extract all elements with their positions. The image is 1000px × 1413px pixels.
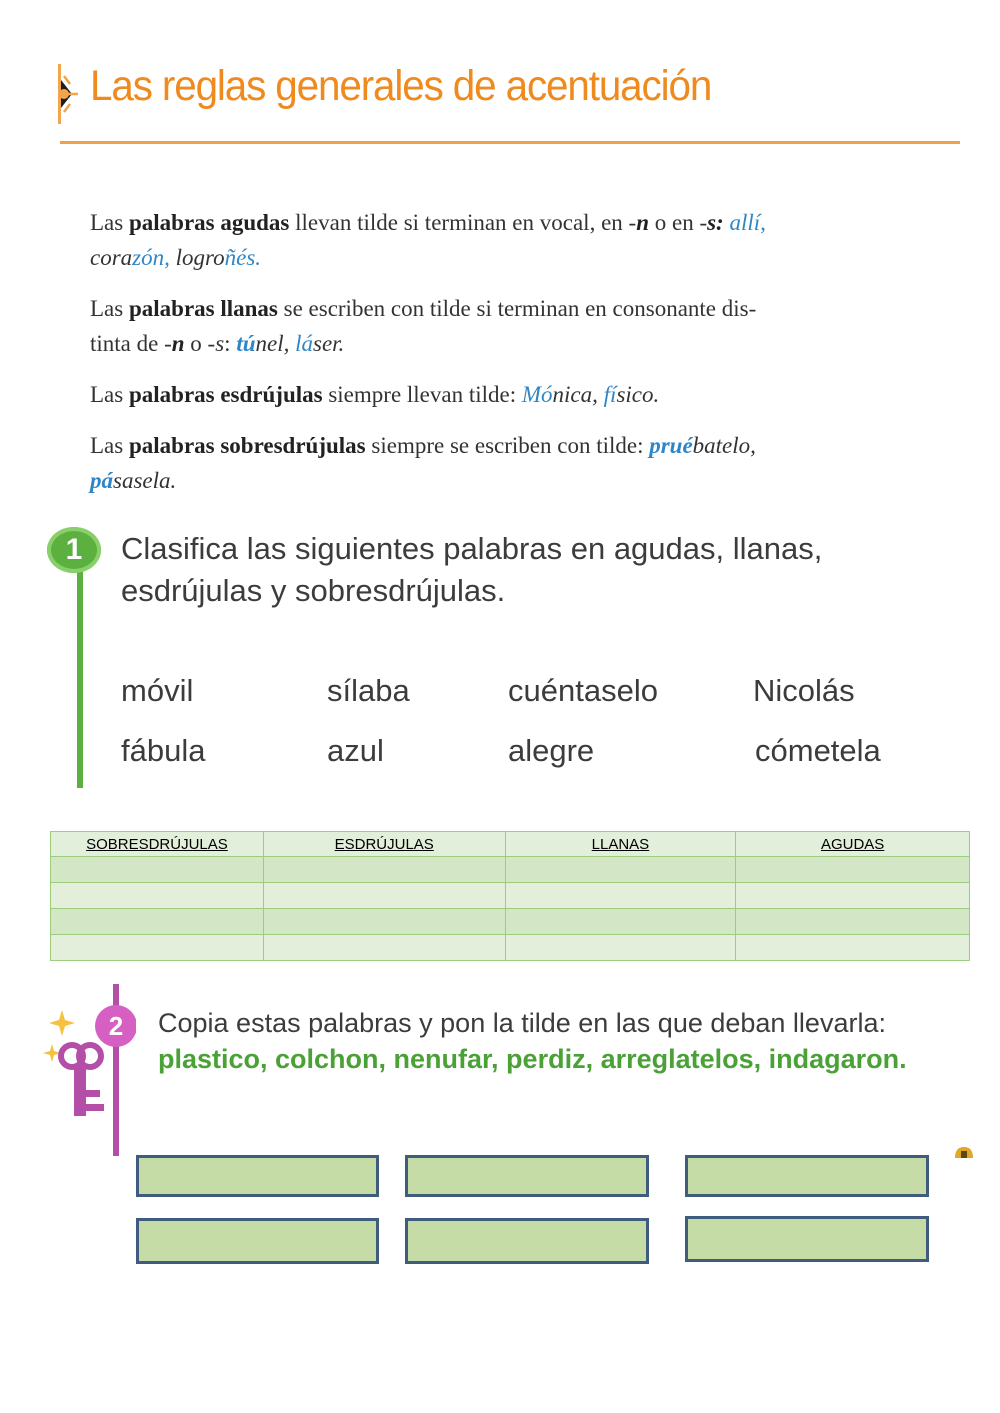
rule-agudas: Las palabras agudas llevan tilde si terminan en vocal, en -n o en -s: allí, corazón, logroñés.	[90, 210, 766, 270]
table-cell[interactable]	[51, 883, 264, 909]
column-header-esdrujulas: ESDRÚJULAS	[263, 832, 505, 857]
classification-table	[50, 831, 970, 961]
table-row	[51, 935, 970, 961]
rule-sobresdrujulas: Las palabras sobresdrújulas siempre se escriben con tilde: pruébatelo, pásasela.	[90, 433, 756, 493]
table-cell[interactable]	[505, 857, 736, 883]
word-item: fábula	[121, 733, 206, 768]
title-sun-icon	[58, 64, 80, 124]
table-cell[interactable]	[736, 883, 970, 909]
answer-box[interactable]	[136, 1155, 379, 1197]
answer-box[interactable]	[685, 1216, 929, 1262]
rule-llanas: Las palabras llanas se escriben con tilde si terminan en consonante dis- tinta de -n o -s: túnel, láser.	[90, 296, 757, 356]
exercise2-instruction: Copia estas palabras y pon la tilde en las que deban llevarla: plastico, colchon, nenufar, perdiz, arreglatelos, indagaron.	[158, 1008, 907, 1074]
table-cell[interactable]	[263, 935, 505, 961]
table-cell[interactable]	[263, 857, 505, 883]
column-header-llanas: LLANAS	[505, 832, 736, 857]
table-cell[interactable]	[51, 935, 264, 961]
page-title: Las reglas generales de acentuación	[90, 62, 712, 110]
exercise2-number-badge: 2	[108, 1011, 124, 1041]
word-item: Nicolás	[753, 673, 855, 708]
table-cell[interactable]	[736, 935, 970, 961]
table-header-row	[51, 832, 970, 857]
answer-box[interactable]	[685, 1155, 929, 1197]
answer-box[interactable]	[405, 1218, 649, 1264]
word-item: alegre	[508, 733, 595, 768]
answer-box[interactable]	[405, 1155, 649, 1197]
table-cell[interactable]	[505, 909, 736, 935]
word-item: azul	[327, 733, 384, 768]
key-icon	[36, 1000, 136, 1122]
rule-esdrujulas: Las palabras esdrújulas siempre llevan tilde: Mónica, físico.	[90, 382, 660, 407]
table-row	[51, 909, 970, 935]
answer-box[interactable]	[136, 1218, 379, 1264]
table-cell[interactable]	[263, 883, 505, 909]
column-header-sobresdrujulas: SOBRESDRÚJULAS	[51, 832, 264, 857]
word-item: sílaba	[327, 673, 410, 708]
table-cell[interactable]	[505, 935, 736, 961]
title-divider	[60, 141, 960, 144]
rules-section	[90, 205, 940, 514]
table-cell[interactable]	[263, 909, 505, 935]
column-header-agudas: AGUDAS	[736, 832, 970, 857]
exercise1-instruction: Clasifica las siguientes palabras en agudas, llanas, esdrújulas y sobresdrújulas.	[121, 531, 823, 608]
exercise1-bar	[77, 548, 83, 788]
lock-icon	[951, 1144, 977, 1158]
table-cell[interactable]	[736, 857, 970, 883]
exercise1-number-badge: 1	[47, 527, 101, 573]
table-row	[51, 883, 970, 909]
table-cell[interactable]	[51, 909, 264, 935]
table-cell[interactable]	[505, 883, 736, 909]
word-item: cuéntaselo	[508, 673, 658, 708]
table-cell[interactable]	[51, 857, 264, 883]
table-row	[51, 857, 970, 883]
exercise2-word-list: plastico, colchon, nenufar, perdiz, arreglatelos, indagaron.	[158, 1044, 907, 1074]
table-cell[interactable]	[736, 909, 970, 935]
word-item: móvil	[121, 673, 194, 708]
word-item: cómetela	[755, 733, 881, 768]
